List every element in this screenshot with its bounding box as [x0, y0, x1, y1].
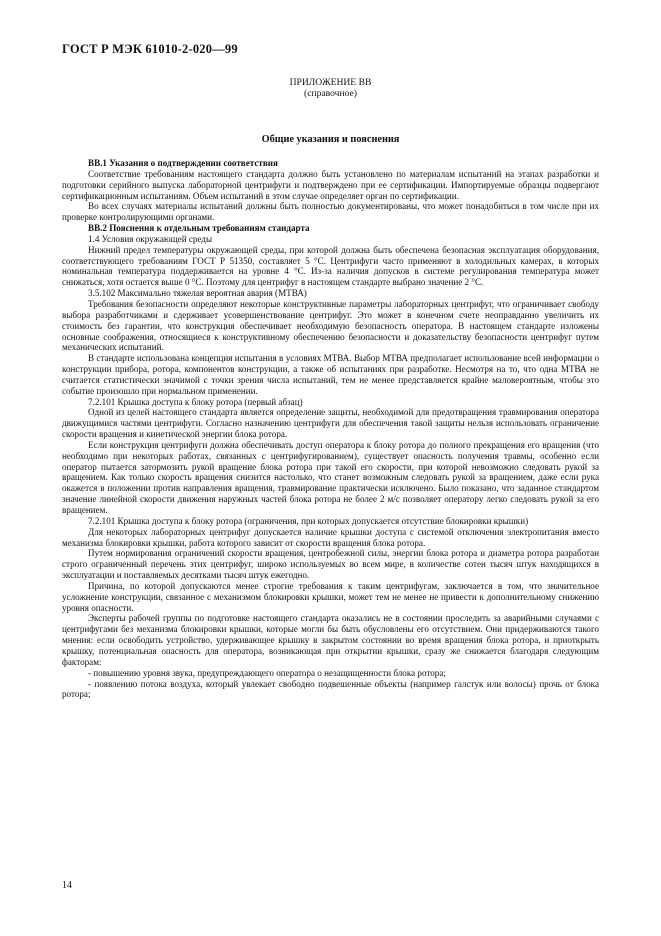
section-title: Общие указания и пояснения	[261, 134, 400, 145]
paragraph: Нижний предел температуры окружающей среды, при которой должна быть обеспечена безопасная эксплуатация оборудования, соответствующего требованиям ГОСТ Р 51350, составляет 5 °С. Центрифуги часто применяют в холодильных камерах, в которых номинальная температура поддерживается на уровне 4 °С. Из-за наличия допусков в системе регулирования температура может снижаться, хотя остается выше 0 °С. Поэтому для центрифуг в настоящем стандарте выбрано значение 2 °С.	[62, 244, 599, 288]
page-number: 14	[62, 880, 72, 891]
document-code-header: ГОСТ Р МЭК 61010-2-020—99	[62, 42, 238, 56]
paragraph: 7.2.101 Крышка доступа к блоку ротора (ограничения, при которых допускается отсутствие блокировки крышки)	[88, 515, 529, 526]
annex-subtitle: (справочное)	[304, 88, 357, 99]
document-body	[62, 158, 599, 700]
paragraph: Причина, по которой допускаются менее строгие требования к таким центрифугам, заключается в том, что значительное усложнение конструкции, связанное с механизмом блокировки крышки, может тем не менее не привести к дополнительному снижению уровня опасности.	[62, 580, 599, 613]
paragraph: 7.2.101 Крышка доступа к блоку ротора (первый абзац)	[88, 396, 303, 407]
paragraph: Путем нормирования ограничений скорости вращения, центробежной силы, энергии блока ротора и диаметра ротора разработан строго ограниченный перечень этих центрифуг, широко используемых во всем мире, в количестве сотен тысяч штук находящихся в эксплуатации и поставляемых десятками тысяч штук ежегодно.	[62, 548, 599, 581]
annex-title: ПРИЛОЖЕНИЕ ВВ	[289, 77, 372, 88]
list-item: - появлению потока воздуха, который увлекает свободно подвешенные объекты (например галстук или волосы) прочь от блока ротора;	[62, 678, 599, 700]
list-item: - повышению уровня звука, предупреждающего оператора о незащищенности блока ротора;	[88, 667, 446, 678]
paragraph: Во всех случаях материалы испытаний должны быть полностью документированы, что может понадобиться в том числе при их проверке контролирующими органами.	[62, 201, 599, 223]
annex-heading	[0, 77, 661, 99]
paragraph: Если конструкция центрифуги должна обеспечивать доступ оператора к блоку ротора до полного прекращения его вращения (что необходимо при некоторых работах, связанных с центрифугированием), существует опасность получения травмы, особенно если оператор пытается затормозить рукой вращение блока ротора при такой его скорости, при которой невозможно следовать рукой за вращением. Как только скорость вращения снизится настолько, что станет возможным следовать рукой за вращением, даже если рука окажется в положении против направления вращения, травмирование практически исключено. Было показано, что заданное стандартом значение линейной скорости движения наружных частей блока ротора не более 2 м/с позволяет оператору легко следовать рукой за его вращением.	[62, 439, 599, 515]
paragraph: В стандарте использована концепция испытания в условиях МТВА. Выбор МТВА предполагает использование всей информации о конструкции прибора, ротора, компонентов конструкции, а также об испытаниях при разработке. Несмотря на то, что одна МТВА не считается статистически значимой с точки зрения числа испытаний, тем не менее представляется крайне маловероятным, чтобы это событие произошло при нормальном применении.	[62, 353, 599, 396]
paragraph: Одной из целей настоящего стандарта является определение защиты, необходимой для предотвращения травмирования оператора движущимися частями центрифуги. Согласно назначению центрифуги для обеспечения такой защиты нельзя использовать ограничение скорости вращения и кинетической энергии блока ротора.	[62, 407, 599, 440]
paragraph: 1.4 Условия окружающей среды	[88, 233, 213, 244]
paragraph: Эксперты рабочей группы по подготовке настоящего стандарта оказались не в состоянии проследить за аварийными случаями с центрифугами без механизма блокировки крышки, которые могли бы быть обусловлены его отсутствием. Они придерживаются такого мнения: если освободить устройство, удерживающее крышку в закрытом состоянии во время вращения блока ротора, и приоткрыть крышку, потенциальная опасность для оператора, возникающая при открытии крышки, сразу же снижается благодаря следующим факторам:	[62, 613, 599, 667]
section-heading: ВВ.1 Указания о подтверждении соответствия	[88, 158, 278, 168]
paragraph: Соответствие требованиям настоящего стандарта должно быть установлено по материалам испытаний на этапах разработки и подготовки серийного выпуска лабораторной центрифуги и подтверждено при ее сертификации. Импортируемые образцы подвергают сертификационным испытаниям. Объем испытаний в этом случае определяет орган по сертификации.	[62, 168, 599, 201]
paragraph: 3.5.102 Максимально тяжелая вероятная авария (МТВА)	[88, 288, 307, 299]
paragraph: Для некоторых лабораторных центрифуг допускается наличие крышки доступа с системой отключения электропитания вместо механизма блокировки крышки, работа которого зависит от скорости вращения блока ротора.	[62, 526, 599, 548]
paragraph: Требования безопасности определяют некоторые конструктивные параметры лабораторных центрифуг, что ограничивает свободу выбора разработчиками и сдерживает усовершенствование центрифуг. Это может в конечном счете неоправданно увеличить их стоимость без гарантии, что конструкция обеспечивает необходимую безопасность оператора. В настоящем стандарте изложены основные соображения, относящиеся к конструктивному обеспечению безопасности и доказательству безопасности центрифуг путем механических испытаний.	[62, 298, 599, 353]
section-heading: ВВ.2 Пояснения к отдельным требованиям стандарта	[88, 223, 310, 234]
